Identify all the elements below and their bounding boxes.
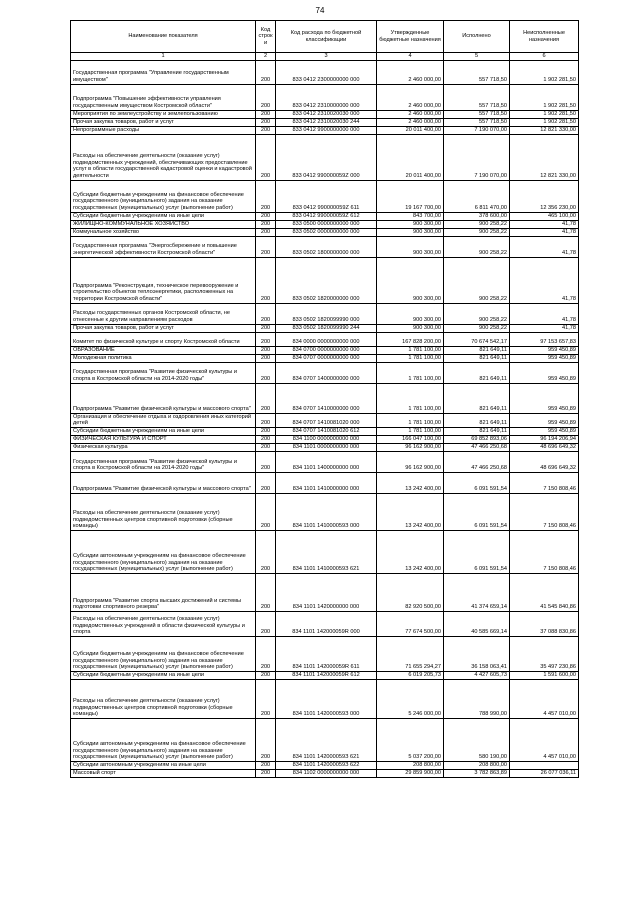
row-unexecuted-cell: 4 457 010,00 <box>510 679 579 718</box>
table-row <box>71 636 579 671</box>
row-code-cell: 834 0707 1410000000 000 <box>276 383 377 413</box>
row-unexecuted-cell: 7 150 808,46 <box>510 472 579 493</box>
row-executed-cell: 47 466 250,68 <box>444 451 510 472</box>
table-row <box>71 443 579 451</box>
row-code-cell: 833 0502 1820099990 000 <box>276 303 377 324</box>
row-unexecuted-cell: 41 545 840,86 <box>510 573 579 611</box>
header-budget-code: Код расхода по бюджетной классификации <box>276 21 377 53</box>
row-name-cell: Непрограммные расходы <box>71 126 256 134</box>
row-name-cell: Субсидии бюджетным учреждениям на иные цели <box>71 212 256 220</box>
row-executed-cell: 900 258,22 <box>444 303 510 324</box>
row-code-cell: 833 0412 2300000000 000 <box>276 60 377 84</box>
row-code-cell: 833 0412 990000059Z 611 <box>276 180 377 212</box>
row-approved-cell: 2 460 000,00 <box>377 118 444 126</box>
header-approved: Утвержденные бюджетные назначения <box>377 21 444 53</box>
row-line-cell: 200 <box>256 493 276 530</box>
row-name-cell: Подпрограмма "Развитие физической культуры и массового спорта" <box>71 383 256 413</box>
row-code-cell: 834 1101 0000000000 000 <box>276 443 377 451</box>
row-executed-cell: 821 649,11 <box>444 427 510 435</box>
row-code-cell: 834 1101 141000059З 621 <box>276 530 377 573</box>
row-name-cell: Расходы на обеспечение деятельности (оказание услуг) подведомственных учреждений в области физической культуры и спорта <box>71 611 256 636</box>
table-row <box>71 451 579 472</box>
row-line-cell: 200 <box>256 110 276 118</box>
row-unexecuted-cell: 96 194 206,94 <box>510 435 579 443</box>
row-unexecuted-cell: 959 450,89 <box>510 413 579 427</box>
row-approved-cell: 29 859 900,00 <box>377 769 444 777</box>
row-name-cell: Молодежная политика <box>71 354 256 362</box>
row-unexecuted-cell: 959 450,89 <box>510 354 579 362</box>
row-code-cell: 833 0500 0000000000 000 <box>276 220 377 228</box>
row-code-cell: 834 1101 1400000000 000 <box>276 451 377 472</box>
row-line-cell: 200 <box>256 761 276 769</box>
row-approved-cell: 13 242 400,00 <box>377 493 444 530</box>
row-approved-cell: 96 162 900,00 <box>377 443 444 451</box>
row-unexecuted-cell: 41,78 <box>510 324 579 332</box>
table-row <box>71 435 579 443</box>
row-approved-cell: 900 300,00 <box>377 236 444 257</box>
row-name-cell: ЖИЛИЩНО-КОММУНАЛЬНОЕ ХОЗЯЙСТВО <box>71 220 256 228</box>
row-executed-cell: 6 091 591,54 <box>444 493 510 530</box>
table-row <box>71 324 579 332</box>
row-unexecuted-cell: 41,78 <box>510 228 579 236</box>
row-code-cell: 834 1100 0000000000 000 <box>276 435 377 443</box>
row-line-cell: 200 <box>256 413 276 427</box>
table-row <box>71 60 579 84</box>
row-unexecuted-cell: 1 902 281,50 <box>510 118 579 126</box>
row-code-cell: 834 1101 141000059З 000 <box>276 493 377 530</box>
row-unexecuted-cell: 12 821 330,00 <box>510 134 579 180</box>
row-executed-cell: 70 674 542,17 <box>444 332 510 346</box>
table-row <box>71 236 579 257</box>
row-code-cell: 833 0502 0000000000 000 <box>276 228 377 236</box>
row-line-cell: 200 <box>256 180 276 212</box>
row-name-cell: Мероприятия по землеустройству и землепользованию <box>71 110 256 118</box>
row-code-cell: 833 0412 2310020030 244 <box>276 118 377 126</box>
row-unexecuted-cell: 7 150 808,46 <box>510 530 579 573</box>
table-row <box>71 383 579 413</box>
row-line-cell: 200 <box>256 611 276 636</box>
row-line-cell: 200 <box>256 636 276 671</box>
row-approved-cell: 900 300,00 <box>377 257 444 303</box>
table-row <box>71 212 579 220</box>
col-index: 1 <box>71 53 256 61</box>
col-index: 2 <box>256 53 276 61</box>
table-row <box>71 611 579 636</box>
row-name-cell: Расходы на обеспечение деятельности (оказание услуг) подведомственных центров спортивной подготовки (сборные команды) <box>71 679 256 718</box>
row-line-cell: 200 <box>256 443 276 451</box>
table-row <box>71 303 579 324</box>
table-row <box>71 220 579 228</box>
row-approved-cell: 13 242 400,00 <box>377 472 444 493</box>
budget-table <box>70 20 579 778</box>
row-approved-cell: 71 655 294,27 <box>377 636 444 671</box>
row-code-cell: 833 0412 990000059Z 000 <box>276 134 377 180</box>
row-approved-cell: 5 246 000,00 <box>377 679 444 718</box>
row-line-cell: 200 <box>256 303 276 324</box>
row-name-cell: Подпрограмма "Реконструкция, техническое перевооружение и строительство объектов теплоэнергетики, расположенных на территории Костромской области" <box>71 257 256 303</box>
row-executed-cell: 900 258,22 <box>444 228 510 236</box>
row-executed-cell: 821 649,11 <box>444 346 510 354</box>
row-name-cell: Субсидии автономным учреждениям на иные цели <box>71 761 256 769</box>
row-name-cell: Физическая культура <box>71 443 256 451</box>
row-name-cell: Прочая закупка товаров, работ и услуг <box>71 118 256 126</box>
row-line-cell: 200 <box>256 427 276 435</box>
row-line-cell: 200 <box>256 671 276 679</box>
row-code-cell: 833 0502 1820099990 244 <box>276 324 377 332</box>
row-unexecuted-cell: 48 696 649,32 <box>510 451 579 472</box>
table-row <box>71 530 579 573</box>
row-unexecuted-cell: 26 077 036,11 <box>510 769 579 777</box>
row-line-cell: 200 <box>256 362 276 383</box>
row-name-cell: ФИЗИЧЕСКАЯ КУЛЬТУРА И СПОРТ <box>71 435 256 443</box>
row-approved-cell: 900 300,00 <box>377 324 444 332</box>
row-code-cell: 834 1102 0000000000 000 <box>276 769 377 777</box>
row-code-cell: 834 0707 1410081020 612 <box>276 427 377 435</box>
row-unexecuted-cell: 959 450,89 <box>510 346 579 354</box>
header-executed: Исполнено <box>444 21 510 53</box>
row-approved-cell: 900 300,00 <box>377 228 444 236</box>
row-approved-cell: 1 781 100,00 <box>377 383 444 413</box>
table-row <box>71 769 579 777</box>
row-line-cell: 200 <box>256 718 276 761</box>
table-row <box>71 354 579 362</box>
col-index: 3 <box>276 53 377 61</box>
row-name-cell: Расходы на обеспечение деятельности (оказание услуг) подведомственных центров спортивной подготовки (сборные команды) <box>71 493 256 530</box>
row-code-cell: 834 0707 1410081020 000 <box>276 413 377 427</box>
table-row <box>71 126 579 134</box>
row-approved-cell: 20 011 400,00 <box>377 126 444 134</box>
row-executed-cell: 821 649,11 <box>444 413 510 427</box>
row-executed-cell: 557 718,50 <box>444 110 510 118</box>
row-unexecuted-cell: 41,78 <box>510 236 579 257</box>
table-row <box>71 761 579 769</box>
row-unexecuted-cell: 465 100,00 <box>510 212 579 220</box>
row-code-cell: 834 1101 142000059R 000 <box>276 611 377 636</box>
row-code-cell: 834 1101 1410000000 000 <box>276 472 377 493</box>
row-line-cell: 200 <box>256 573 276 611</box>
table-row <box>71 493 579 530</box>
row-approved-cell: 843 700,00 <box>377 212 444 220</box>
table-row <box>71 472 579 493</box>
row-unexecuted-cell: 959 450,89 <box>510 383 579 413</box>
row-unexecuted-cell: 1 902 281,50 <box>510 60 579 84</box>
row-unexecuted-cell: 1 591 600,00 <box>510 671 579 679</box>
row-unexecuted-cell: 12 356 230,00 <box>510 180 579 212</box>
row-line-cell: 200 <box>256 383 276 413</box>
row-unexecuted-cell: 7 150 808,46 <box>510 493 579 530</box>
row-name-cell: Подпрограмма "Повышение эффективности управления государственным имуществом Костромской области" <box>71 84 256 110</box>
row-name-cell: Расходы на обеспечение деятельности (оказание услуг) подведомственных учреждений, обеспечивающих предоставление услуг в области государственной кадастровой оценки и кадастровой деятельности <box>71 134 256 180</box>
row-unexecuted-cell: 97 153 657,83 <box>510 332 579 346</box>
table-row <box>71 84 579 110</box>
row-unexecuted-cell: 959 450,89 <box>510 362 579 383</box>
table-row <box>71 332 579 346</box>
table-row <box>71 679 579 718</box>
row-executed-cell: 40 585 669,14 <box>444 611 510 636</box>
row-name-cell: Субсидии бюджетным учреждениям на финансовое обеспечение государственного (муниципального) задания на оказание государственных (муниципальных) услуг (выполнение работ) <box>71 180 256 212</box>
table-row <box>71 118 579 126</box>
row-line-cell: 200 <box>256 769 276 777</box>
row-executed-cell: 821 649,11 <box>444 362 510 383</box>
row-code-cell: 834 0000 0000000000 000 <box>276 332 377 346</box>
row-approved-cell: 900 300,00 <box>377 303 444 324</box>
row-code-cell: 833 0412 990000059Z 612 <box>276 212 377 220</box>
table-row <box>71 180 579 212</box>
row-unexecuted-cell: 1 902 281,50 <box>510 84 579 110</box>
table-row <box>71 427 579 435</box>
row-line-cell: 200 <box>256 134 276 180</box>
row-executed-cell: 4 427 605,73 <box>444 671 510 679</box>
row-executed-cell: 580 190,00 <box>444 718 510 761</box>
row-approved-cell: 2 460 000,00 <box>377 84 444 110</box>
row-name-cell: Государственная программа "Развитие физической культуры и спорта в Костромской области на 2014-2020 годы" <box>71 362 256 383</box>
row-executed-cell: 7 190 070,00 <box>444 126 510 134</box>
row-executed-cell: 47 466 250,68 <box>444 443 510 451</box>
row-code-cell: 833 0502 1820000000 000 <box>276 257 377 303</box>
row-code-cell: 833 0502 1800000000 000 <box>276 236 377 257</box>
row-line-cell: 200 <box>256 346 276 354</box>
row-unexecuted-cell: 48 696 649,32 <box>510 443 579 451</box>
row-approved-cell: 1 781 100,00 <box>377 346 444 354</box>
row-name-cell: Субсидии автономным учреждениям на финансовое обеспечение государственного (муниципального) задания на оказание государственных (муниципальных) услуг (выполнение работ) <box>71 718 256 761</box>
row-approved-cell: 2 460 000,00 <box>377 60 444 84</box>
col-index: 5 <box>444 53 510 61</box>
row-code-cell: 834 1101 142000059З 621 <box>276 718 377 761</box>
table-row <box>71 346 579 354</box>
row-code-cell: 834 1101 142000059З 622 <box>276 761 377 769</box>
row-line-cell: 200 <box>256 530 276 573</box>
row-code-cell: 833 0412 9900000000 000 <box>276 126 377 134</box>
row-name-cell: Государственная программа "Развитие физической культуры и спорта в Костромской области на 2014-2020 годы" <box>71 451 256 472</box>
row-approved-cell: 5 037 200,00 <box>377 718 444 761</box>
row-line-cell: 200 <box>256 679 276 718</box>
row-line-cell: 200 <box>256 60 276 84</box>
row-line-cell: 200 <box>256 472 276 493</box>
row-line-cell: 200 <box>256 126 276 134</box>
row-executed-cell: 788 990,00 <box>444 679 510 718</box>
row-unexecuted-cell: 41,78 <box>510 220 579 228</box>
row-approved-cell: 13 242 400,00 <box>377 530 444 573</box>
header-name: Наименование показателя <box>71 21 256 53</box>
column-index-row <box>71 53 579 61</box>
row-approved-cell: 19 167 700,00 <box>377 180 444 212</box>
row-line-cell: 200 <box>256 332 276 346</box>
row-name-cell: Субсидии бюджетным учреждениям на иные цели <box>71 671 256 679</box>
table-row <box>71 257 579 303</box>
table-row <box>71 134 579 180</box>
table-row <box>71 671 579 679</box>
table-row <box>71 110 579 118</box>
row-code-cell: 834 0707 0000000000 000 <box>276 354 377 362</box>
row-approved-cell: 1 781 100,00 <box>377 427 444 435</box>
row-unexecuted-cell: 4 457 010,00 <box>510 718 579 761</box>
row-name-cell: Расходы государственных органов Костромской области, не отнесенные к другим направлениям расходов <box>71 303 256 324</box>
table-row <box>71 718 579 761</box>
row-unexecuted-cell: 41,78 <box>510 303 579 324</box>
row-code-cell: 834 1101 142000059З 000 <box>276 679 377 718</box>
row-executed-cell: 6 091 591,54 <box>444 530 510 573</box>
table-row <box>71 413 579 427</box>
row-line-cell: 200 <box>256 118 276 126</box>
row-name-cell: Субсидии бюджетным учреждениям на иные цели <box>71 427 256 435</box>
row-unexecuted-cell: 1 902 281,50 <box>510 110 579 118</box>
row-executed-cell: 557 718,50 <box>444 118 510 126</box>
row-executed-cell: 6 811 470,00 <box>444 180 510 212</box>
row-name-cell: Подпрограмма "Развитие физической культуры и массового спорта" <box>71 472 256 493</box>
row-approved-cell: 1 781 100,00 <box>377 354 444 362</box>
header-line-code: Код строк и <box>256 21 276 53</box>
row-line-cell: 200 <box>256 220 276 228</box>
row-executed-cell: 3 782 863,89 <box>444 769 510 777</box>
row-name-cell: Комитет по физической культуре и спорту Костромской области <box>71 332 256 346</box>
row-code-cell: 833 0412 2310000000 000 <box>276 84 377 110</box>
row-line-cell: 200 <box>256 212 276 220</box>
row-code-cell: 834 0700 0000000000 000 <box>276 346 377 354</box>
row-unexecuted-cell: 41,78 <box>510 257 579 303</box>
row-line-cell: 200 <box>256 324 276 332</box>
row-code-cell: 834 1101 142000059R 611 <box>276 636 377 671</box>
row-name-cell: Подпрограмма "Развитие спорта высших достижений и системы подготовки спортивного резерва" <box>71 573 256 611</box>
row-line-cell: 200 <box>256 228 276 236</box>
col-index: 4 <box>377 53 444 61</box>
row-executed-cell: 7 190 070,00 <box>444 134 510 180</box>
row-executed-cell: 821 649,11 <box>444 354 510 362</box>
row-line-cell: 200 <box>256 257 276 303</box>
row-approved-cell: 900 300,00 <box>377 220 444 228</box>
row-executed-cell: 821 649,11 <box>444 383 510 413</box>
row-executed-cell: 41 374 659,14 <box>444 573 510 611</box>
col-index: 6 <box>510 53 579 61</box>
row-name-cell: Субсидии бюджетным учреждениям на финансовое обеспечение государственного (муниципального) задания на оказание государственных (муниципальных) услуг (выполнение работ) <box>71 636 256 671</box>
header-unexecuted: Неисполненные назначения <box>510 21 579 53</box>
row-approved-cell: 20 011 400,00 <box>377 134 444 180</box>
row-executed-cell: 36 158 063,41 <box>444 636 510 671</box>
row-executed-cell: 378 600,00 <box>444 212 510 220</box>
row-code-cell: 834 1101 142000059R 612 <box>276 671 377 679</box>
row-executed-cell: 69 852 893,06 <box>444 435 510 443</box>
row-name-cell: Государственная программа "Управление государственным имуществом" <box>71 60 256 84</box>
row-approved-cell: 96 162 900,00 <box>377 451 444 472</box>
row-line-cell: 200 <box>256 354 276 362</box>
row-code-cell: 834 0707 1400000000 000 <box>276 362 377 383</box>
row-approved-cell: 208 800,00 <box>377 761 444 769</box>
row-code-cell: 833 0412 2310020030 000 <box>276 110 377 118</box>
row-unexecuted-cell: 12 821 330,00 <box>510 126 579 134</box>
row-executed-cell: 557 718,50 <box>444 60 510 84</box>
row-approved-cell: 1 781 100,00 <box>377 413 444 427</box>
row-line-cell: 200 <box>256 435 276 443</box>
row-executed-cell: 557 718,50 <box>444 84 510 110</box>
table-row <box>71 573 579 611</box>
row-line-cell: 200 <box>256 84 276 110</box>
row-approved-cell: 77 674 500,00 <box>377 611 444 636</box>
row-approved-cell: 1 781 100,00 <box>377 362 444 383</box>
row-line-cell: 200 <box>256 451 276 472</box>
row-approved-cell: 166 047 100,00 <box>377 435 444 443</box>
row-executed-cell: 6 091 591,54 <box>444 472 510 493</box>
table-row <box>71 362 579 383</box>
page-number: 74 <box>315 6 325 15</box>
row-unexecuted-cell: 37 088 830,86 <box>510 611 579 636</box>
row-name-cell: Прочая закупка товаров, работ и услуг <box>71 324 256 332</box>
row-executed-cell: 900 258,22 <box>444 236 510 257</box>
row-line-cell: 200 <box>256 236 276 257</box>
row-name-cell: Массовый спорт <box>71 769 256 777</box>
row-executed-cell: 208 800,00 <box>444 761 510 769</box>
row-approved-cell: 167 828 200,00 <box>377 332 444 346</box>
row-unexecuted-cell <box>510 761 579 769</box>
row-executed-cell: 900 258,22 <box>444 220 510 228</box>
row-name-cell: Государственная программа "Энергосбережение и повышение энергетической эффективности Костромской области" <box>71 236 256 257</box>
header-row <box>71 21 579 53</box>
table-row <box>71 228 579 236</box>
row-name-cell: Организация и обеспечение отдыха и оздоровления иных категорий детей <box>71 413 256 427</box>
row-name-cell: Субсидии автономным учреждениям на финансовое обеспечение государственного (муниципального) задания на оказание государственных (муниципальных) услуг (выполнение работ) <box>71 530 256 573</box>
row-approved-cell: 82 920 500,00 <box>377 573 444 611</box>
row-name-cell: ОБРАЗОВАНИЕ <box>71 346 256 354</box>
row-executed-cell: 900 258,22 <box>444 257 510 303</box>
row-code-cell: 834 1101 1420000000 000 <box>276 573 377 611</box>
row-name-cell: Коммунальное хозяйство <box>71 228 256 236</box>
row-approved-cell: 6 019 205,73 <box>377 671 444 679</box>
row-executed-cell: 900 258,22 <box>444 324 510 332</box>
row-unexecuted-cell: 959 450,89 <box>510 427 579 435</box>
row-unexecuted-cell: 35 497 230,86 <box>510 636 579 671</box>
row-approved-cell: 2 460 000,00 <box>377 110 444 118</box>
